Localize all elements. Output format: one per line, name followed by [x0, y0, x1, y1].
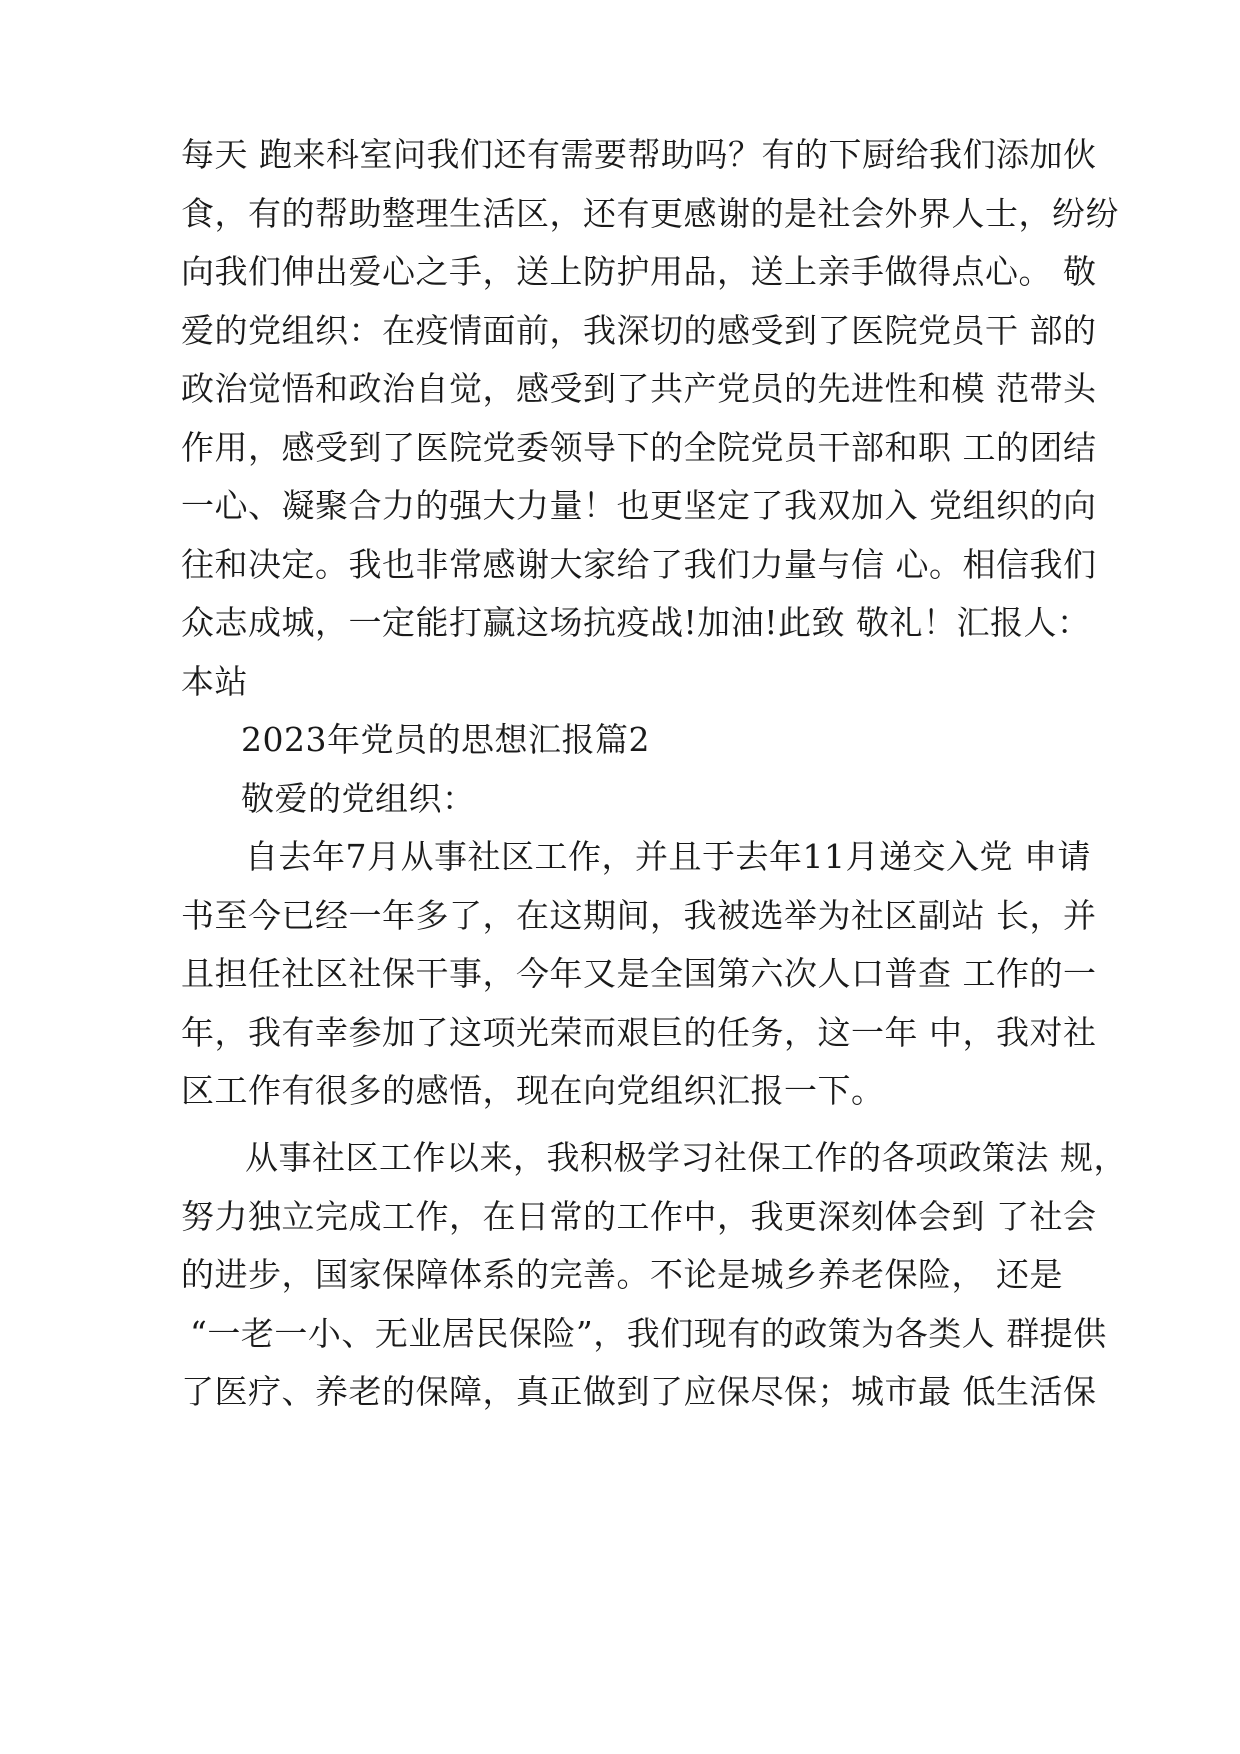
text-line: 一心、凝聚合力的强大力量！也更坚定了我双加入 党组织的向 [181, 486, 1097, 525]
text-line: 了医疗、养老的保障，真正做到了应保尽保；城市最 低生活保 [181, 1372, 1097, 1411]
text-line: 作用，感受到了医院党委领导下的全院党员干部和职 工的团结 [181, 428, 1097, 467]
text-line: 本站 [181, 662, 248, 701]
text-line: 向我们伸出爱心之手，送上防护用品，送上亲手做得点心。 敬 [181, 252, 1097, 291]
text-line: 众志成城，一定能打赢这场抗疫战!加油!此致 敬礼！汇报人： [181, 603, 1091, 642]
text-line: 书至今已经一年多了，在这期间，我被选举为社区副站 长，并 [181, 896, 1097, 935]
text-line: 爱的党组织：在疫情面前，我深切的感受到了医院党员干 部的 [181, 311, 1097, 350]
section-heading: 2023年党员的思想汇报篇2 [241, 720, 650, 759]
text-line: “一老一小、无业居民保险”，我们现有的政策为各类人 群提供 [190, 1314, 1107, 1353]
text-line: 自去年7月从事社区工作，并且于去年11月递交入党 申请 [245, 837, 1091, 876]
text-line: 食，有的帮助整理生活区，还有更感谢的是社会外界人士，纷纷 [181, 194, 1119, 233]
salutation: 敬爱的党组织： [241, 779, 476, 818]
text-line: 且担任社区社保干事，今年又是全国第六次人口普查 工作的一 [181, 954, 1097, 993]
text-line: 从事社区工作以来，我积极学习社保工作的各项政策法 规， [245, 1138, 1127, 1177]
text-line: 年，我有幸参加了这项光荣而艰巨的任务，这一年 中，我对社 [181, 1013, 1097, 1052]
text-line: 努力独立完成工作，在日常的工作中，我更深刻体会到 了社会 [181, 1197, 1097, 1236]
text-line: 的进步，国家保障体系的完善。不论是城乡养老保险， 还是 [181, 1255, 1063, 1294]
text-line: 区工作有很多的感悟，现在向党组织汇报一下。 [181, 1071, 885, 1110]
text-line: 政治觉悟和政治自觉，感受到了共产党员的先进性和模 范带头 [181, 369, 1097, 408]
text-line: 往和决定。我也非常感谢大家给了我们力量与信 心。相信我们 [181, 545, 1097, 584]
text-line: 每天 跑来科室问我们还有需要帮助吗？有的下厨给我们添加伙 [181, 135, 1097, 174]
